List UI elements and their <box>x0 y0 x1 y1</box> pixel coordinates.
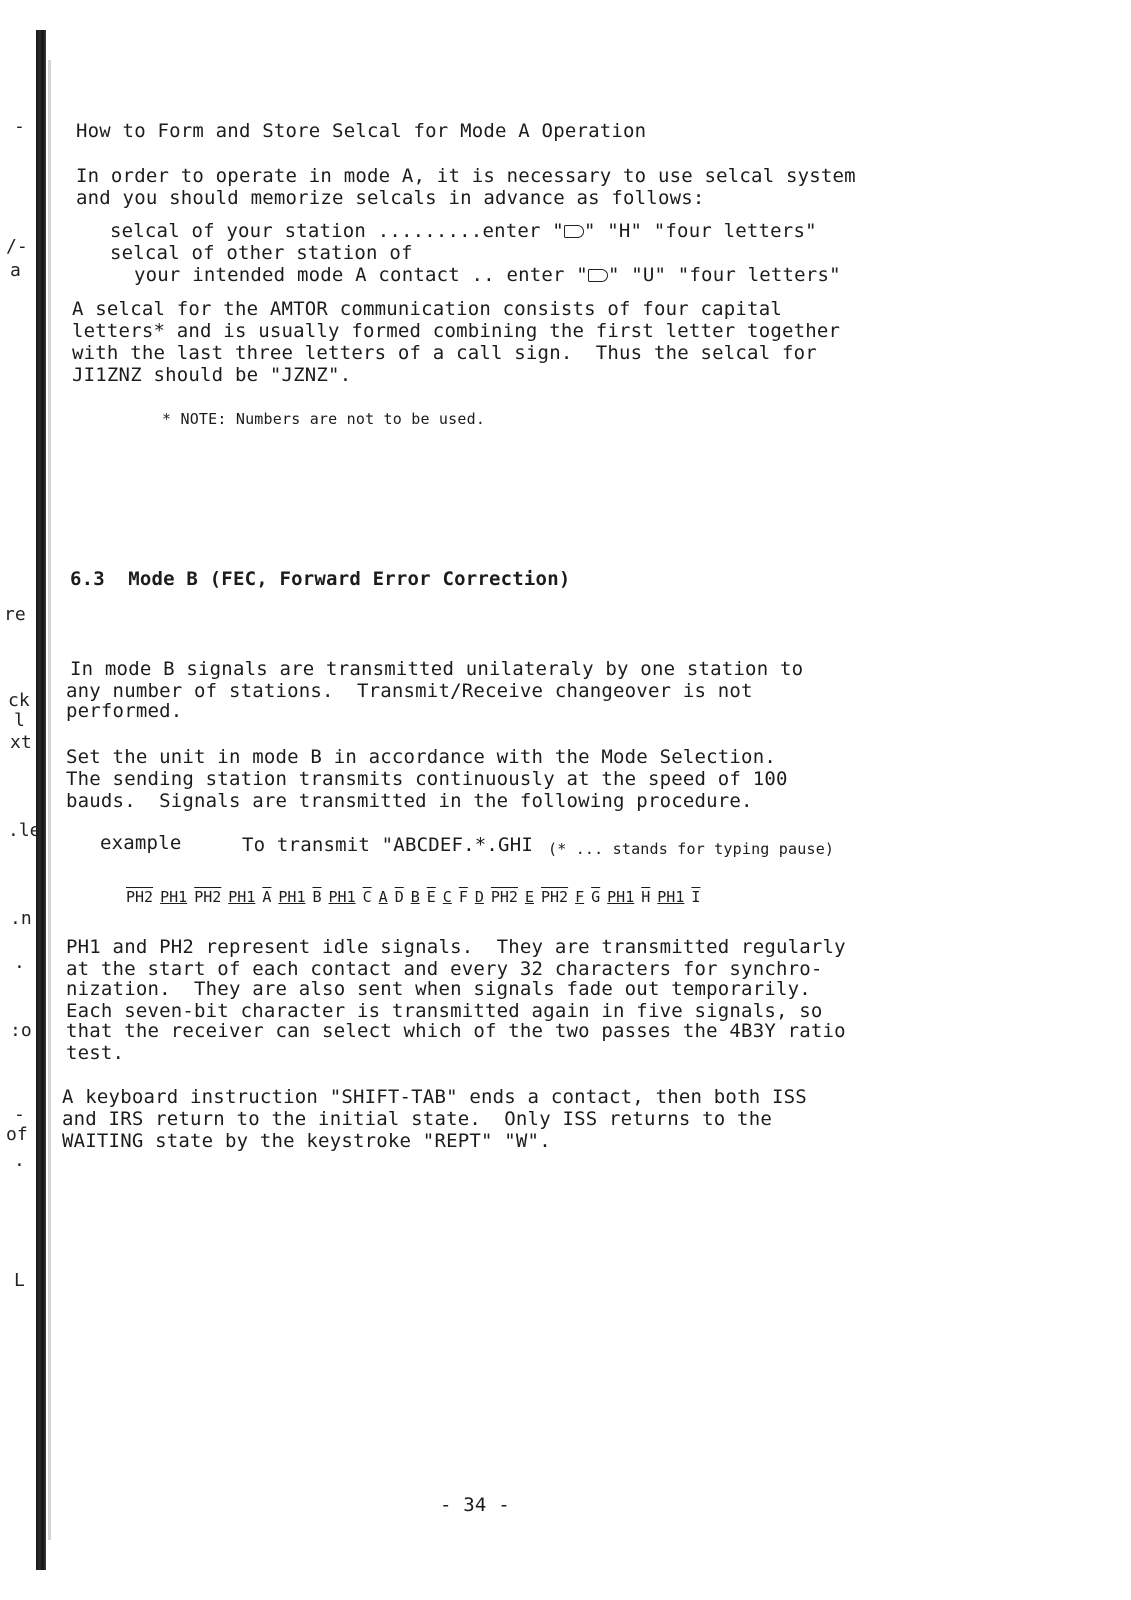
margin-fragment: . <box>14 1150 25 1171</box>
signal-token: PH2 <box>541 888 569 906</box>
paragraph-line: bauds. Signals are transmitted in the following procedure. <box>66 790 753 812</box>
margin-fragment: xt <box>10 732 32 753</box>
paragraph-line: at the start of each contact and every 32 characters for synchro- <box>66 958 823 980</box>
signal-token: PH1 <box>228 888 256 906</box>
paragraph-line: A keyboard instruction "SHIFT-TAB" ends a contact, then both ISS <box>62 1086 807 1108</box>
margin-fragment: ck <box>8 690 30 711</box>
margin-fragment: /- <box>6 236 28 257</box>
selcal-row-action: enter " <box>506 264 588 286</box>
signal-sequence <box>126 888 707 906</box>
example-label: example <box>100 832 182 854</box>
paragraph-line: PH1 and PH2 represent idle signals. They are transmitted regularly <box>66 936 846 958</box>
signal-token: B <box>410 888 420 906</box>
selcal-row-after: " "U" "four letters" <box>607 264 841 286</box>
signal-token: C <box>442 888 452 906</box>
paragraph-line: performed. <box>66 700 183 722</box>
paragraph-line: In order to operate in mode A, it is necessary to use selcal system <box>76 165 856 187</box>
margin-fragment: of <box>6 1124 28 1145</box>
signal-token: $\overline{C}$ <box>362 888 372 906</box>
selcal-row <box>134 264 841 286</box>
margin-fragment: re <box>4 604 26 625</box>
paragraph-line: WAITING state by the keystroke "REPT" "W". <box>62 1130 551 1152</box>
example-note: (* ... stands for typing pause) <box>548 840 835 858</box>
signal-token: $\overline{A}$ <box>262 888 272 906</box>
selcal-row-after: " "H" "four letters" <box>583 220 817 242</box>
signal-token: F <box>575 888 585 906</box>
signal-token: PH2 <box>490 888 518 906</box>
signal-token: D <box>474 888 484 906</box>
margin-fragment: a <box>10 260 21 281</box>
binding-shadow <box>48 60 51 1540</box>
selcal-row-label: selcal of your station ......... <box>110 220 483 242</box>
paragraph-line: A selcal for the AMTOR communication consists of four capital <box>72 298 782 320</box>
footnote: * NOTE: Numbers are not to be used. <box>162 410 486 428</box>
paragraph-line: any number of stations. Transmit/Receive changeover is not <box>66 680 753 702</box>
section-heading-mode-b: 6.3 Mode B (FEC, Forward Error Correction) <box>70 568 571 590</box>
paragraph-line: Set the unit in mode B in accordance with the Mode Selection. <box>66 746 776 768</box>
signal-token: PH1 <box>657 888 685 906</box>
signal-token: $\overline{E}$ <box>426 888 436 906</box>
selcal-row-label: your intended mode A contact .. <box>134 264 507 286</box>
margin-fragment: - <box>14 1104 25 1125</box>
paragraph-line: Each seven-bit character is transmitted again in five signals, so <box>66 1000 823 1022</box>
selcal-row <box>110 242 413 264</box>
signal-token: $\overline{F}$ <box>458 888 468 906</box>
signal-token: PH2 <box>126 888 154 906</box>
signal-token: $\overline{G}$ <box>591 888 601 906</box>
signal-token: $\overline{B}$ <box>312 888 322 906</box>
signal-token: A <box>378 888 388 906</box>
backspace-arrow-icon <box>564 225 584 238</box>
paragraph-line: and you should memorize selcals in advance as follows: <box>76 187 705 209</box>
signal-token: PH1 <box>278 888 306 906</box>
margin-fragment: .n <box>10 908 32 929</box>
margin-fragment: .le <box>8 820 41 841</box>
backspace-arrow-icon <box>588 269 608 282</box>
signal-token: $\overline{H}$ <box>641 888 651 906</box>
paragraph-line: test. <box>66 1042 125 1064</box>
example-text: To transmit "ABCDEF.*.GHI <box>242 834 533 856</box>
signal-token: PH1 <box>328 888 356 906</box>
paragraph-line: JI1ZNZ should be "JZNZ". <box>72 364 352 386</box>
page-number: - 34 - <box>440 1494 510 1516</box>
paragraph-line: letters* and is usually formed combining the first letter together <box>72 320 841 342</box>
signal-token: $\overline{I}$ <box>691 888 701 906</box>
paragraph-line: In mode B signals are transmitted unilateraly by one station to <box>70 658 804 680</box>
signal-token: PH1 <box>607 888 635 906</box>
margin-fragment: . <box>14 952 25 973</box>
margin-fragment: :o <box>10 1020 32 1041</box>
signal-token: PH1 <box>160 888 188 906</box>
margin-fragment: - <box>14 116 25 137</box>
paragraph-line: nization. They are also sent when signals fade out temporarily. <box>66 978 811 1000</box>
signal-token: PH2 <box>194 888 222 906</box>
selcal-row-action: enter " <box>482 220 564 242</box>
paragraph-line: and IRS return to the initial state. Only ISS returns to the <box>62 1108 772 1130</box>
binding-spine <box>36 30 46 1570</box>
margin-fragment: L <box>14 1270 25 1291</box>
paragraph-line: that the receiver can select which of the two passes the 4B3Y ratio <box>66 1020 846 1042</box>
paragraph-line: with the last three letters of a call sign. Thus the selcal for <box>72 342 817 364</box>
margin-fragment: l <box>14 710 25 731</box>
paragraph-line: The sending station transmits continuously at the speed of 100 <box>66 768 788 790</box>
signal-token: E <box>524 888 534 906</box>
selcal-row-label: selcal of other station of <box>110 242 413 264</box>
signal-token: $\overline{D}$ <box>394 888 404 906</box>
selcal-row <box>110 220 817 242</box>
section-heading-selcal: How to Form and Store Selcal for Mode A Operation <box>76 120 647 142</box>
